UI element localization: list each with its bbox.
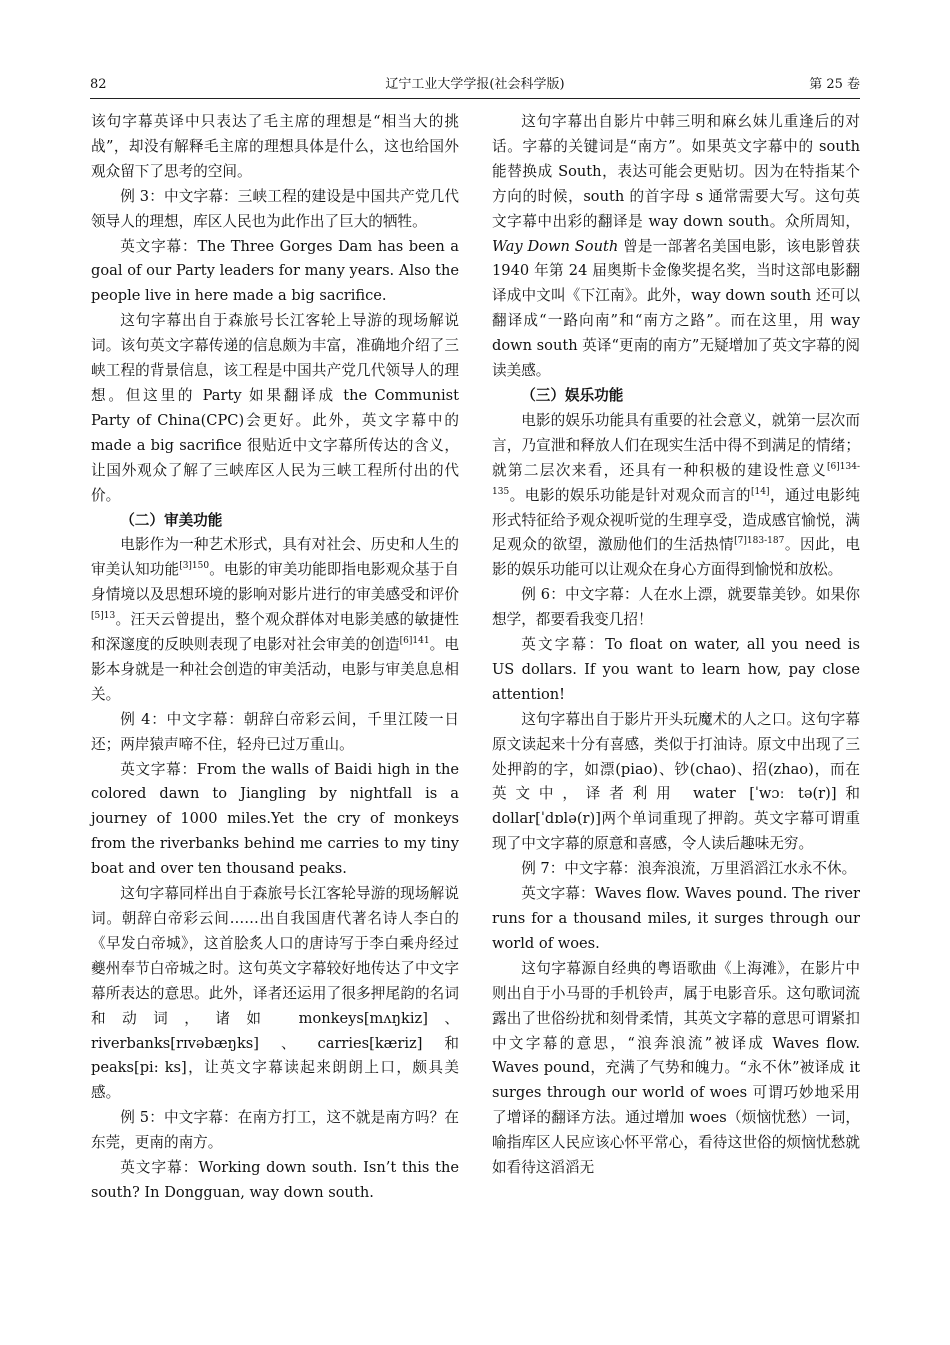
volume-label: 第 25 卷 [809,77,860,92]
page-header [90,76,860,98]
paragraph: 电影的娱乐功能具有重要的社会意义，就第一层次而言，乃宣泄和释放人们在现实生活中得不到满足的情绪；就第二层次来看，还具有一种积极的建设性意义$^{[6]134-135}$。电影的娱乐功能是针对观众而言的[14]，通过电影纯形式特征给予观众视听觉的生理享受，造成感官愉悦，满足观众的欲望，激励他们的生活热情$^{[7]183-187}$。因此，电影的娱乐功能可以让观众在身心方面得到愉悦和放松。 [492,411,860,579]
citation: [6]141 [399,636,430,647]
section-heading-entertainment: （三）娱乐功能 [521,386,624,404]
example-4-chinese: 例 4：中文字幕：朝辞白帝彩云间，千里江陵一日还；两岸猿声啼不住，轻舟已过万重山。 [91,710,459,753]
film-title: Way Down South [492,237,619,255]
citation: [5]13 [91,611,116,622]
header-rule [90,98,860,99]
paragraph: 这句字幕同样出自于森旅号长江客轮导游的现场解说词。朝辞白帝彩云间……出自我国唐代著名诗人李白的《早发白帝城》，这首脍炙人口的唐诗写于李白乘舟经过夔州奉节白帝城之时。这句英文字幕较好地传达了中文字幕所表达的意思。此外，译者还运用了很多押尾韵的名词和动词，诸如 monkeys[mʌŋkiz]、riverbanks[rɪvəbæŋks]、carries[kæriz]和 peaks[pi: ks]，让英文字幕读起来朗朗上口，颇具美感。 [91,885,459,1102]
example-3-english: 英文字幕：The Three Gorges Dam has been a goal of our Party leaders for many years. Also the people live in here made a big sacrifice. [91,237,459,305]
example-3-chinese: 例 3：中文字幕：三峡工程的建设是中国共产党几代领导人的理想，库区人民也为此作出了巨大的牺牲。 [91,187,459,230]
left-column [91,110,459,1206]
example-5-english: 英文字幕：Working down south. Isn’t this the south? In Dongguan, way down south. [91,1159,459,1201]
citation: [14] [751,486,770,497]
citation: [3]150 [179,561,210,572]
page-number: 82 [90,77,107,92]
paragraph: 这句字幕出自于影片开头玩魔术的人之口。这句字幕原文读起来十分有喜感，类似于打油诗。原文中出现了三处押韵的字，如漂(piao)、钞(chao)、招(zhao)，而在英文中，译者利用 water [ˈwɔː tə(r)]和 dollar[ˈdɒlə(r)]两个单词重现了押韵。英文字幕可谓重现了中文字幕的原意和喜感，令人读后趣味无穷。 [492,710,860,853]
example-7-english: 英文字幕：Waves flow. Waves pound. The river runs for a thousand miles, it surges through our world of woes. [492,885,860,952]
citation: [6]134-135 [492,461,860,497]
example-7-chinese: 例 7：中文字幕：浪奔浪流，万里滔滔江水永不休。 [521,860,857,878]
example-4-english: 英文字幕：From the walls of Baidi high in the colored dawn to Jiangling by nightfall is a journey of 1000 miles.Yet the cry of monkeys from the riverbanks behind me carries to my tiny boat and over ten thousand peaks. [91,760,459,878]
journal-title: 辽宁工业大学学报(社会科学版) [385,77,565,92]
paragraph: 这句字幕出自于森旅号长江客轮上导游的现场解说词。该句英文字幕传递的信息颇为丰富，准确地介绍了三峡工程的背景信息，该工程是中国共产党几代领导人的理想。但这里的 Party 如果翻译成 the Communist Party of China(CPC)会更好。此外，英文字幕中的 made a big sacrifice 很贴近中文字幕所传达的含义，让国外观众了解了三峡库区人民为三峡工程所付出的代价。 [91,312,459,504]
example-6-english: 英文字幕：To float on water, all you need is US dollars. If you want to learn how, pay close attention! [492,636,860,703]
example-5-chinese: 例 5：中文字幕：在南方打工，这不就是南方吗？在东莞，更南的南方。 [91,1109,459,1152]
section-heading-aesthetic: （二）审美功能 [120,511,223,529]
example-6-chinese: 例 6：中文字幕：人在水上漂，就要靠美钞。如果你想学，都要看我变几招！ [492,586,860,629]
paragraph: 这句字幕源自经典的粤语歌曲《上海滩》，在影片中则出自于小马哥的手机铃声，属于电影音乐。这句歌词流露出了世俗纷扰和刻骨柔情，其英文字幕的意思可谓紧扣中文字幕的意思，“浪奔浪流”被译成 Waves flow. Waves pound，充满了气势和魄力。“永不休”被译成 it surges through our world of woes 可谓巧妙地采用了增译的翻译方法。通过增加 woes（烦恼忧愁）一词，喻指库区人民应该心怀平常心，看待这世俗的烦恼忧愁就如看待这滔滔无 [492,959,860,1177]
paragraph: 电影作为一种艺术形式，具有对社会、历史和人生的审美认知功能$^{[3]150}$。电影的审美功能即指电影观众基于自身情境以及思想环境的影响对影片进行的审美感受和评价$^{[5]13}$。汪天云曾提出，整个观众群体对电影美感的敏捷性和深邃度的反映则表现了电影对社会审美的创造$^{[6]141}$。电影本身就是一种社会创造的审美活动，电影与审美息息相关。 [91,536,459,703]
paragraph: 这句字幕出自影片中韩三明和麻幺妹儿重逢后的对话。字幕的关键词是“南方”。如果英文字幕中的 south 能替换成 South，表达可能会更贴切。因为在特指某个方向的时候，south 的首字母 s 通常需要大写。这句英文字幕中出彩的翻译是 way down south。众所周知，Way Down South 曾是一部著名美国电影，该电影曾获 1940 年第 24 届奥斯卡金像奖提名奖，当时这部电影翻译成中文叫《下江南》。此外，way down south 还可以翻译成“一路向南”和“南方之路”。而在这里，用 way down south 英译“更南的南方”无疑增加了英文字幕的阅读美感。 [492,113,860,380]
paragraph: 该句字幕英译中只表达了毛主席的理想是“相当大的挑战”，却没有解释毛主席的理想具体是什么，这也给国外观众留下了思考的空间。 [91,113,459,180]
right-column [492,110,860,1181]
citation: [7]183-187 [734,536,785,547]
